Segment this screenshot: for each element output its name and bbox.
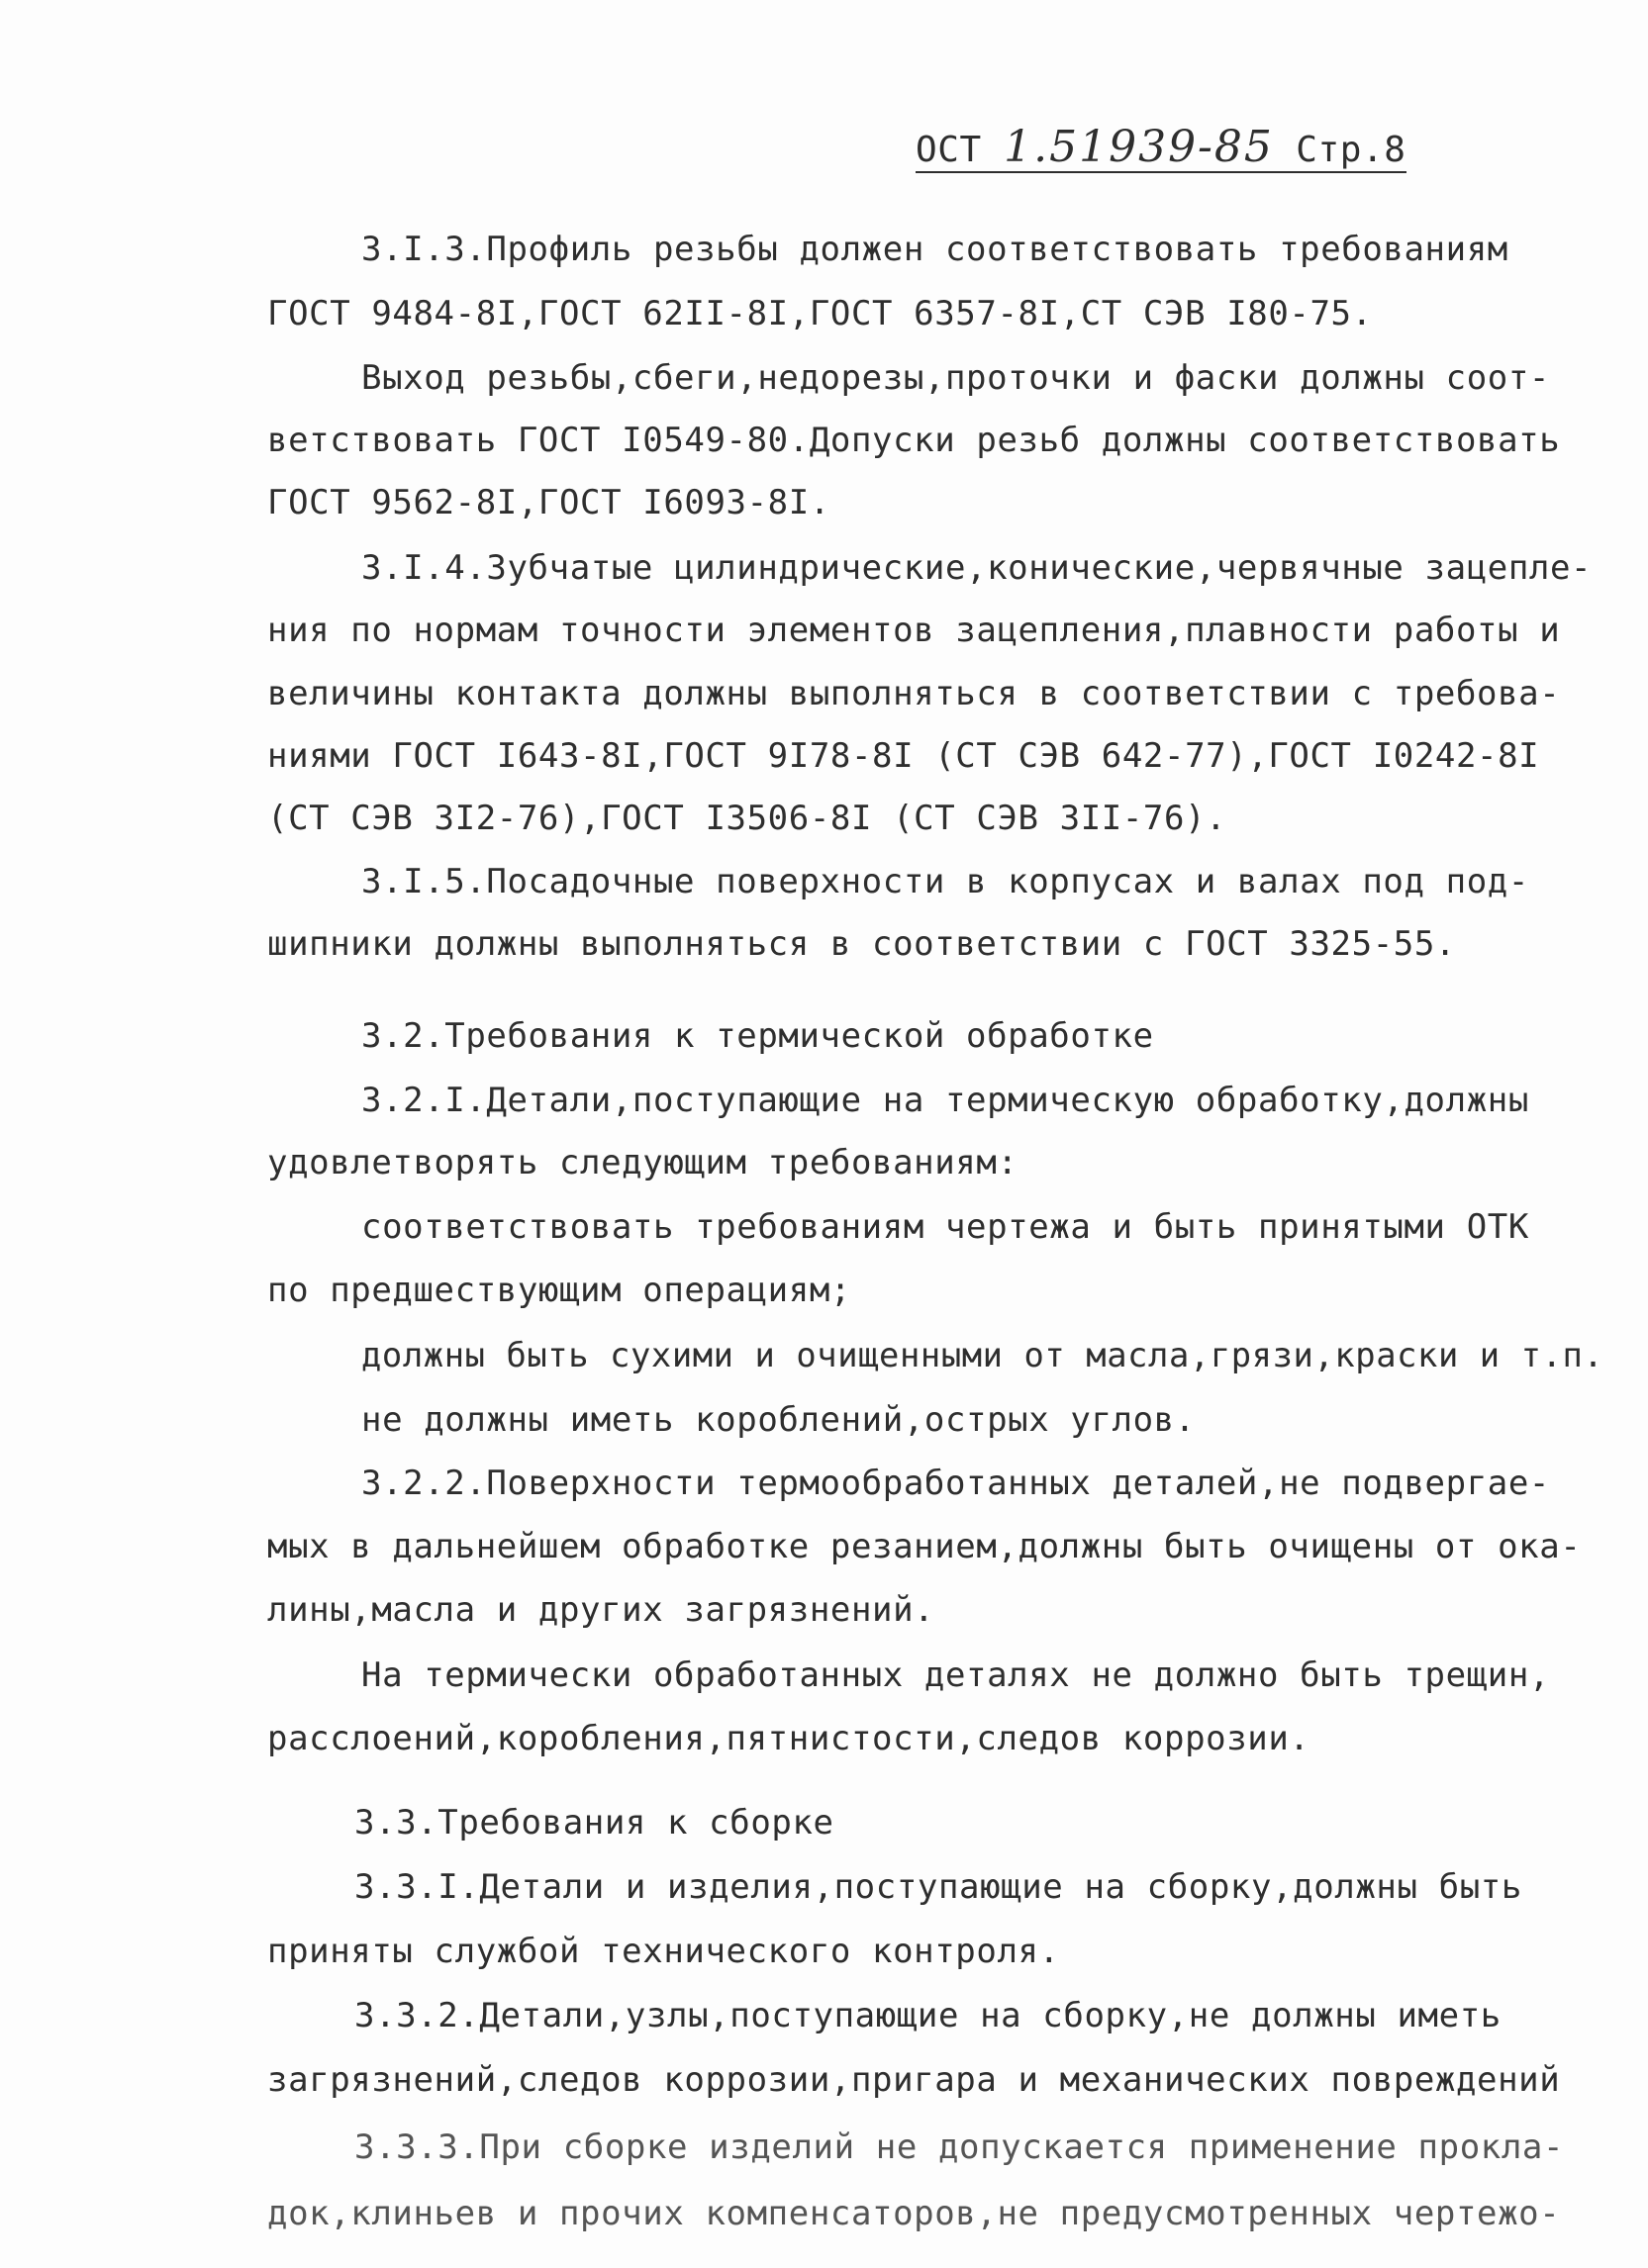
- text-line: ГОСТ 9562-8I,ГОСТ I6093-8I.: [267, 483, 830, 522]
- text-line: док,клиньев и прочих компенсаторов,не предусмотренных чертежо-: [267, 2194, 1561, 2233]
- page-number: Стр.8: [1296, 130, 1406, 170]
- page-header: [916, 122, 1406, 173]
- text-line: 3.2.2.Поверхности термообработанных деталей,не подвергае-: [361, 1464, 1550, 1503]
- text-line: ветствовать ГОСТ I0549-80.Допуски резьб должны соответствовать: [267, 421, 1561, 460]
- text-line: шипники должны выполняться в соответствии с ГОСТ 3325-55.: [267, 924, 1456, 964]
- text-line: загрязнений,следов коррозии,пригара и механических повреждений: [267, 2060, 1561, 2100]
- standard-prefix: ОСТ: [916, 130, 982, 170]
- text-line: Выход резьбы,сбеги,недорезы,проточки и фаски должны соот-: [361, 358, 1550, 398]
- section-heading: 3.2.Требования к термической обработке: [361, 1016, 1154, 1056]
- text-line: должны быть сухими и очищенными от масла,грязи,краски и т.п.: [361, 1336, 1604, 1375]
- text-line: приняты службой технического контроля.: [267, 1932, 1060, 1971]
- text-line: лины,масла и других загрязнений.: [267, 1590, 935, 1630]
- text-line: ниями ГОСТ I643-8I,ГОСТ 9I78-8I (СТ СЭВ 642-77),ГОСТ I0242-8I: [267, 736, 1540, 776]
- text-line: ГОСТ 9484-8I,ГОСТ 62II-8I,ГОСТ 6357-8I,СТ СЭВ I80-75.: [267, 294, 1373, 333]
- text-line: 3.2.I.Детали,поступающие на термическую обработку,должны: [361, 1081, 1529, 1120]
- text-line: расслоений,коробления,пятнистости,следов коррозии.: [267, 1719, 1310, 1758]
- text-line: ния по нормам точности элементов зацепления,плавности работы и: [267, 611, 1561, 650]
- text-line: (СТ СЭВ 3I2-76),ГОСТ I3506-8I (СТ СЭВ 3II-76).: [267, 799, 1227, 838]
- text-line: 3.3.2.Детали,узлы,поступающие на сборку,не должны иметь: [354, 1996, 1502, 2035]
- text-line: не должны иметь короблений,острых углов.: [361, 1400, 1196, 1440]
- text-line: 3.I.5.Посадочные поверхности в корпусах и валах под под-: [361, 862, 1529, 901]
- section-heading: 3.3.Требования к сборке: [354, 1803, 834, 1843]
- text-line: 3.3.I.Детали и изделия,поступающие на сборку,должны быть: [354, 1867, 1522, 1907]
- text-line: удовлетворять следующим требованиям:: [267, 1143, 1018, 1182]
- standard-number: 1.51939-85: [1004, 122, 1274, 172]
- text-line: 3.I.4.Зубчатые цилиндрические,конические,червячные зацепле-: [361, 548, 1593, 588]
- text-line: по предшествующим операциям;: [267, 1271, 851, 1310]
- text-line: На термически обработанных деталях не должно быть трещин,: [361, 1655, 1550, 1695]
- text-line: величины контакта должны выполняться в соответствии с требова-: [267, 674, 1561, 713]
- text-line: мых в дальнейшем обработке резанием,должны быть очищены от ока-: [267, 1527, 1582, 1566]
- text-line: 3.3.3.При сборке изделий не допускается применение прокла-: [354, 2127, 1565, 2167]
- text-line: соответствовать требованиям чертежа и быть принятыми ОТК: [361, 1207, 1529, 1247]
- text-line: 3.I.3.Профиль резьбы должен соответствовать требованиям: [361, 230, 1508, 269]
